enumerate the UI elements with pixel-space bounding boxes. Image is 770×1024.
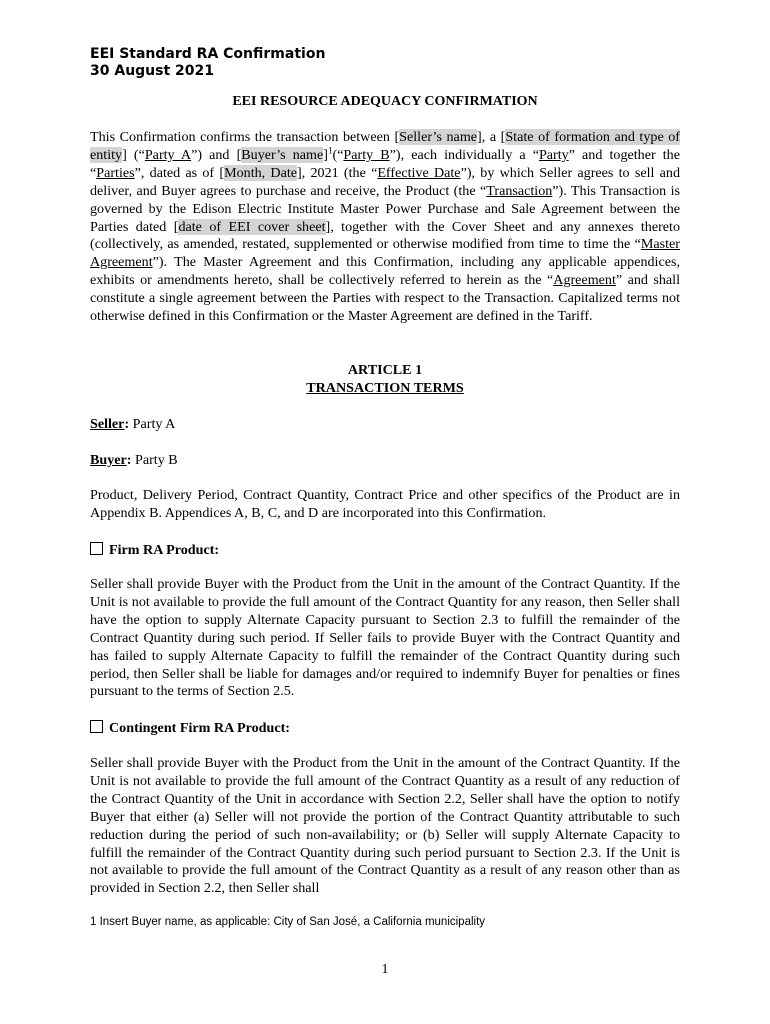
placeholder-month-date[interactable]: Month, Date [224, 164, 298, 181]
article-title: TRANSACTION TERMS [306, 380, 464, 396]
page-number: 1 [381, 962, 389, 977]
footnote: 1 Insert Buyer name, as applicable: City of San José, a California municipality [90, 916, 486, 928]
firm-ra-paragraph: Seller shall provide Buyer with the Product from the Unit in the amount of the Contract Quantity. If the Unit is not available to provide the full amount of the Contract Quantity for any reason, then Seller shall have the option to supply Alternate Capacity pursuant to Section 2.3 to fulfill the remainder of the Contract Quantity during such period. If Seller fails to provide Buyer with the Contract Quantity and has failed to supply Alternate Capacity to fulfill the remainder of the Contract Quantity during such period, then Seller shall be liable for damages and/or required to indemnify Buyer for penalties or fines pursuant to the terms of Section 2.5. [90, 576, 680, 700]
footnote-reference: 1 [327, 145, 333, 156]
contingent-ra-checkbox[interactable] [90, 720, 103, 733]
seller-line: Seller: Party A [90, 416, 176, 432]
intro-paragraph: This Confirmation confirms the transaction between [Seller’s name], a [State of formation and type of entity] (“Party A”) and [Buyer’s name]$^1$(“Party B”), each individually a “Party” and together the “Parties”, dated as of [Month, Date], 2021 (the “Effective Date”), by which Seller agrees to sell and deliver, and Buyer agrees to purchase and receive, the Product (the “Transaction”). This Transaction is governed by the Edison Electric Institute Master Power Purchase and Sale Agreement between the Parties dated [date of EEI cover sheet], together with the Cover Sheet and any annexes thereto (collectively, as amended, restated, supplemented or otherwise modified from time to time the “Master Agreement”). The Master Agreement and this Confirmation, including any applicable appendices, exhibits or amendments hereto, shall be collectively referred to herein as the “Agreement” and shall constitute a single agreement between the Parties with respect to the Transaction. Capitalized terms not otherwise defined in this Confirmation or the Master Agreement are defined in the Tariff. [90, 129, 681, 325]
firm-ra-heading: Firm RA Product: [90, 541, 219, 559]
article-number: ARTICLE 1 [347, 362, 423, 378]
contingent-ra-paragraph: Seller shall provide Buyer with the Product from the Unit in the amount of the Contract Quantity. If the Unit is not available to provide the full amount of the Contract Quantity as a result of any reduction of the Contract Quantity of the Unit in accordance with Section 2.2, Seller shall have the option to notify Buyer that either (a) Seller will not provide the portion of the Contract Quantity attributable to such reduction during the period of such non-availability; or (b) Seller will supply Alternate Capacity to fulfill the remainder of the Contract Quantity during such period pursuant to Section 2.3. If the Unit is not available to provide the full amount of the Contract Quantity as a result of any reason other than as provided in Section 2.2, then Seller shall [90, 755, 680, 897]
document-title: EEI Standard RA Confirmation [90, 46, 326, 62]
buyer-line: Buyer: Party B [90, 452, 178, 468]
product-paragraph: Product, Delivery Period, Contract Quantity, Contract Price and other specifics of the Product are in Appendix B. Appendices A, B, C, and D are incorporated into this Confirmation. [90, 487, 680, 521]
document-header [90, 46, 325, 80]
placeholder-eei-date[interactable]: date of EEI cover sheet [178, 218, 326, 235]
placeholder-buyer-name[interactable]: Buyer’s name [241, 146, 324, 163]
placeholder-state-entity[interactable]: State of formation and type of entity [90, 129, 680, 163]
document-date: 30 August 2021 [90, 63, 215, 79]
confirmation-title: EEI RESOURCE ADEQUACY CONFIRMATION [232, 94, 538, 109]
firm-ra-checkbox[interactable] [90, 542, 103, 555]
article-heading [90, 361, 680, 397]
placeholder-seller-name[interactable]: Seller’s name [399, 129, 478, 145]
contingent-ra-heading: Contingent Firm RA Product: [90, 719, 290, 737]
